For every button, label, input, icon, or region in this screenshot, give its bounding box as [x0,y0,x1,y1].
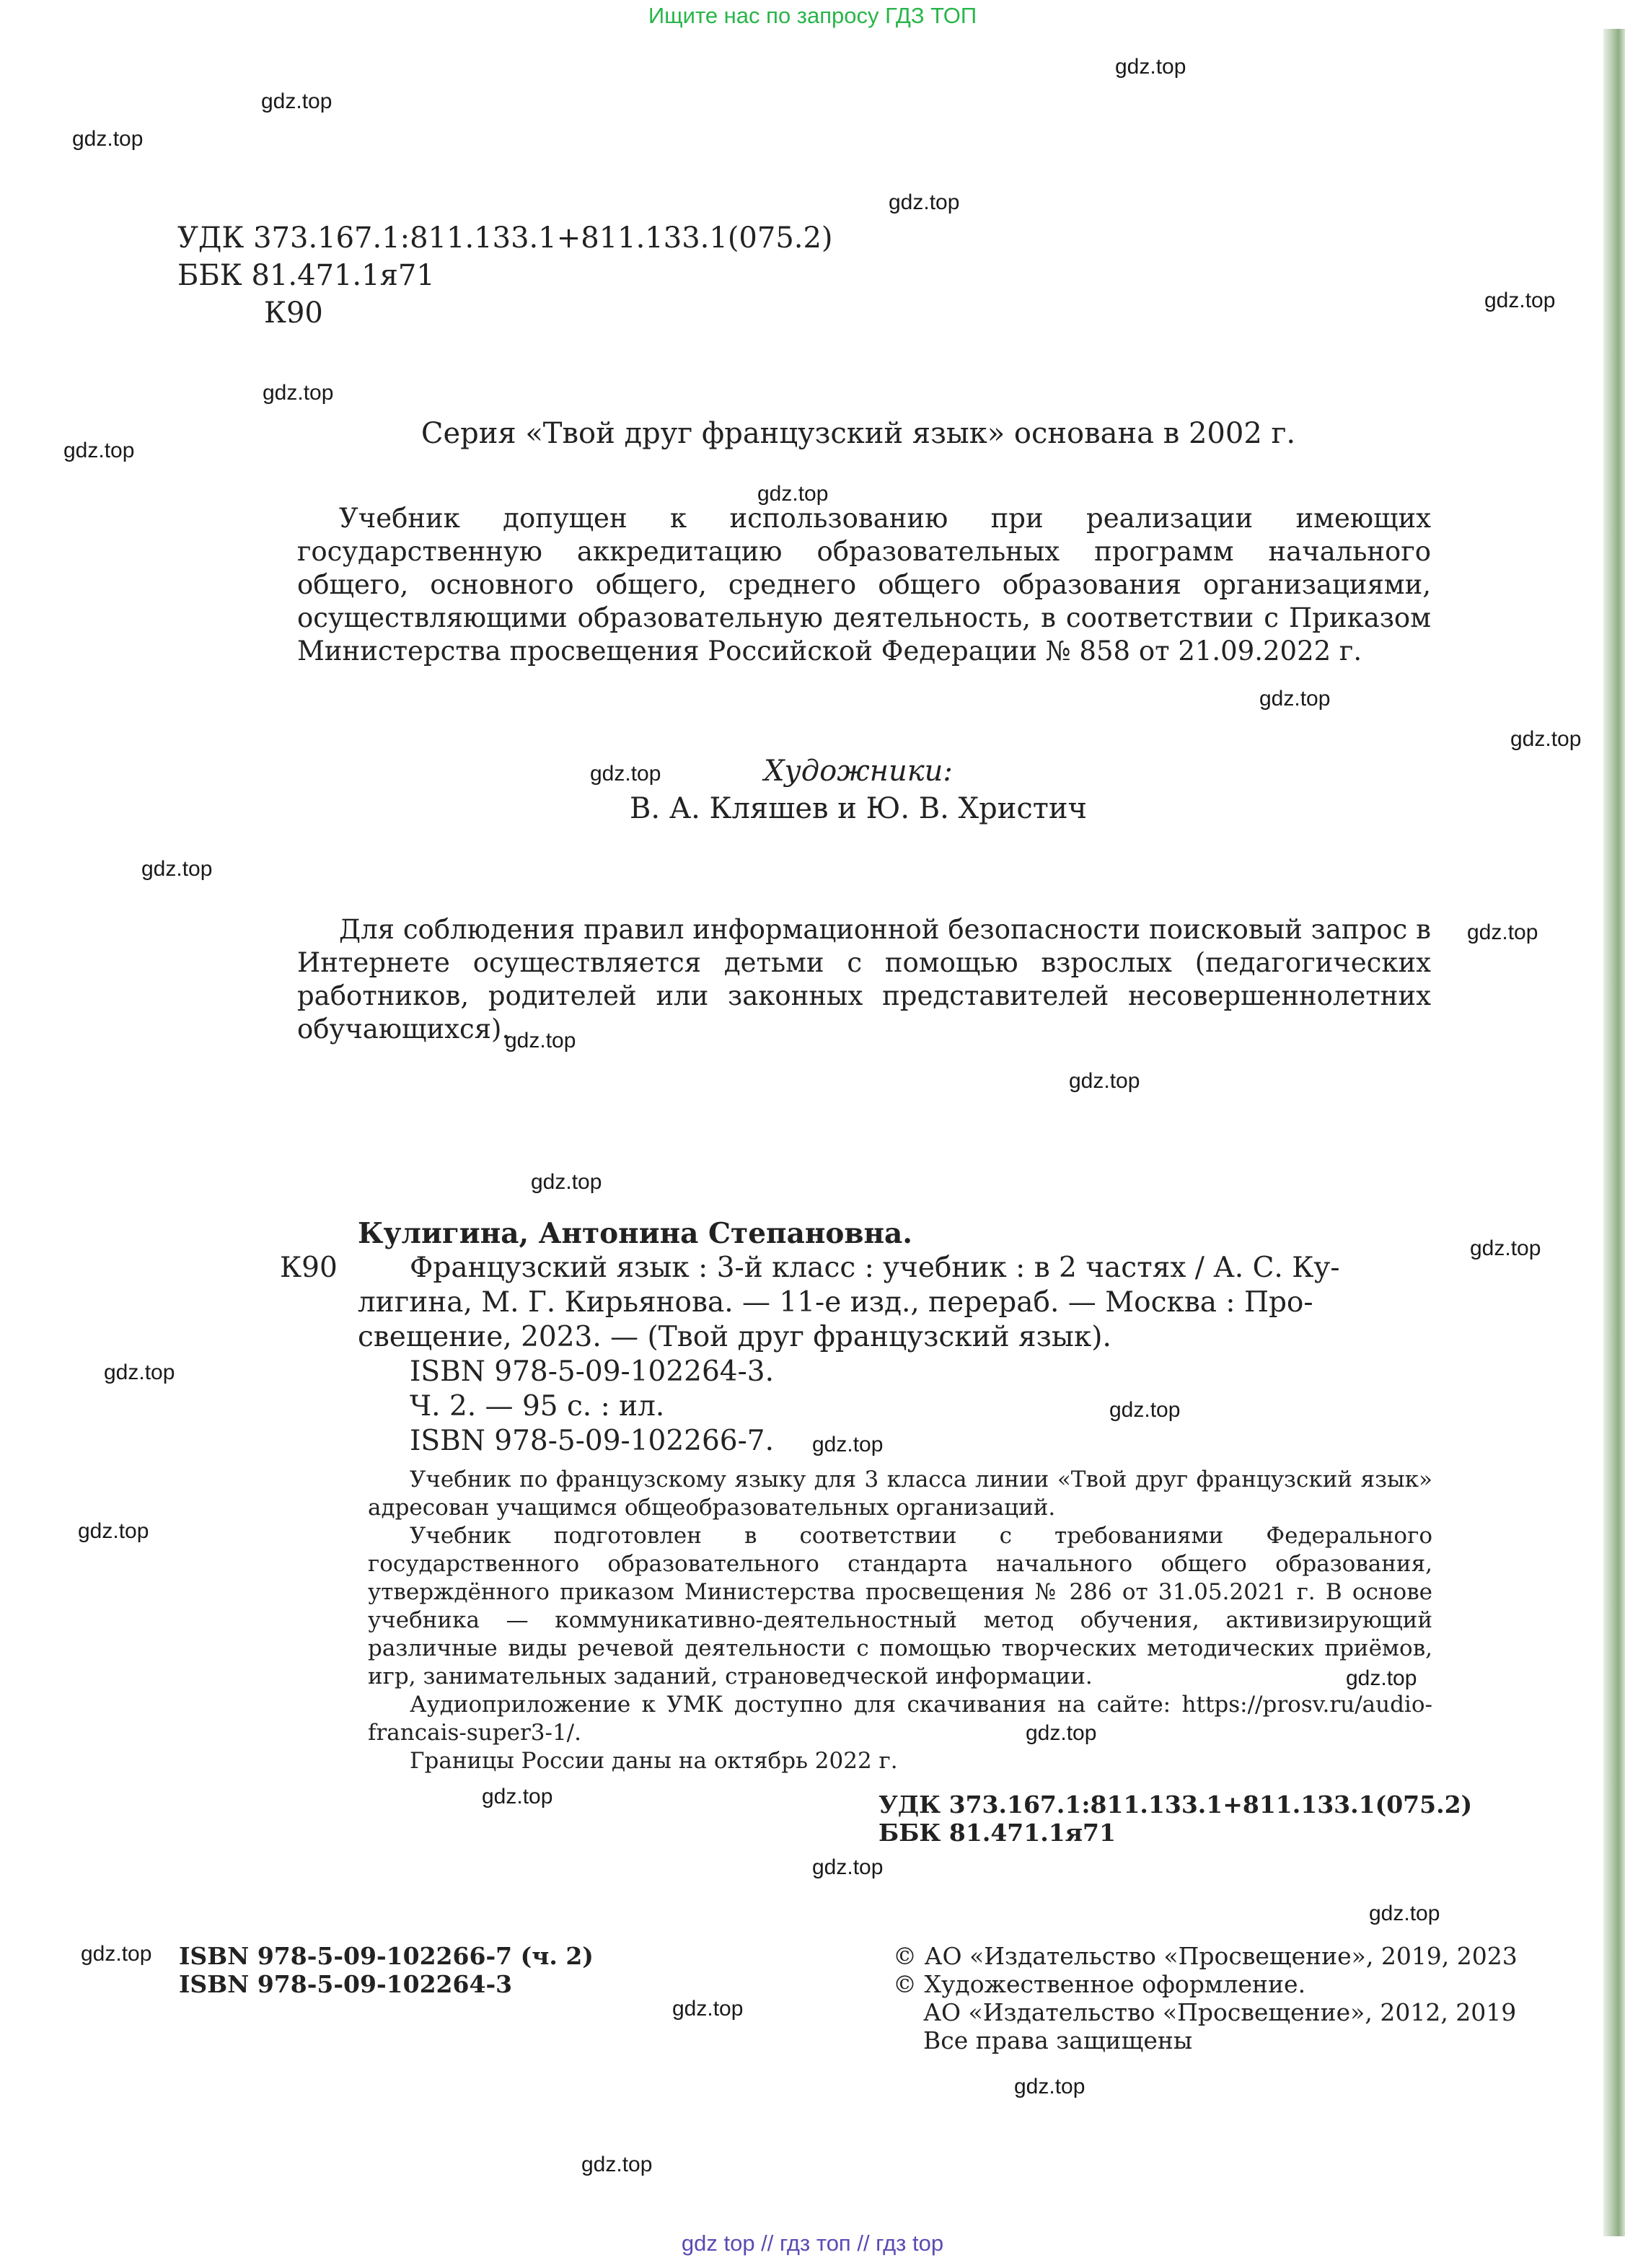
annotation-paragraph: Аудиоприложение к УМК доступно для скачивания на сайте: https://prosv.ru/audio-francais-super3-1/. [368,1692,1432,1746]
udk-bottom: УДК 373.167.1:811.133.1+811.133.1(075.2) [878,1790,1473,1819]
watermark: gdz.top [590,762,661,786]
watermark: gdz.top [505,1029,576,1052]
bib-isbn-1: ISBN 978-5-09-102264-3. [410,1355,774,1388]
bib-author: Кулигина, Антонина Степановна. [358,1217,912,1250]
watermark: gdz.top [757,482,829,506]
approval-paragraph [297,502,1431,668]
watermark: gdz.top [81,1942,152,1966]
copyright-line-3: АО «Издательство «Просвещение», 2012, 2019 [923,1998,1517,2026]
watermark: gdz.top [263,381,334,405]
watermark: gdz.top [1510,727,1582,751]
bib-code: К90 [280,1252,338,1284]
udk-code: УДК 373.167.1:811.133.1+811.133.1(075.2) [177,221,833,255]
artists-names: В. А. Кляшев и Ю. В. Христич [630,792,1087,825]
page-edge-decoration [1603,29,1625,2236]
watermark: gdz.top [141,857,213,881]
author-mark: К90 [264,296,323,330]
approval-text: Учебник допущен к использованию при реализации имеющих государственную аккредитацию образовательных программ начального общего, основного общего, среднего общего образования организациями, осуществляющими образовательную деятельность, в соответствии с Приказом Министерства просвещения Российской Федерации № 858 от 21.09.2022 г. [297,503,1431,667]
safety-text: Для соблюдения правил информационной безопасности поисковый запрос в Интернете осуществляется детьми с помощью взрослых (педагогических работников, родителей или законных представителей несовершеннолетних обучающихся). [297,914,1431,1045]
top-banner-link[interactable]: Ищите нас по запросу ГДЗ ТОП [648,3,977,28]
artists-label: Художники: [764,755,953,788]
footer-links[interactable]: gdz top // гдз топ // гдз top [681,2230,944,2256]
bib-line-3: свещение, 2023. — (Твой друг французский язык). [358,1321,1111,1353]
copyright-line-4: Все права защищены [923,2026,1193,2054]
watermark: gdz.top [482,1785,553,1808]
watermark: gdz.top [581,2153,653,2176]
annotation-paragraph: Учебник подготовлен в соответствии с требованиями Федерального государственного образовательного стандарта начального общего образования, утверждённого приказом Министерства просвещения № 286 от 31.05.2021 г. В основе учебника — коммуникативно-деятельностный метод обучения, активизирующий различные виды речевой деятельности с помощью творческих методических приёмов, игр, занимательных заданий, страноведческой информации. [368,1523,1432,1689]
watermark: gdz.top [812,1433,884,1456]
bib-part: Ч. 2. — 95 с. : ил. [410,1390,665,1423]
watermark: gdz.top [1026,1721,1097,1745]
isbn-part-2: ISBN 978-5-09-102266-7 (ч. 2) [179,1942,594,1970]
watermark: gdz.top [1346,1666,1417,1690]
annotation-paragraph: Учебник по французскому языку для 3 класса линии «Твой друг французский язык» адресован учащимся общеобразовательных организаций. [368,1467,1432,1521]
watermark: gdz.top [78,1519,149,1543]
watermark: gdz.top [889,190,960,214]
bbk-bottom: ББК 81.471.1я71 [878,1819,1116,1847]
watermark: gdz.top [1369,1902,1440,1925]
series-note: Серия «Твой друг французский язык» основана в 2002 г. [420,417,1296,450]
watermark: gdz.top [1069,1069,1140,1093]
bib-line-2: лигина, М. Г. Кирьянова. — 11-е изд., перераб. — Москва : Про- [358,1286,1313,1319]
copyright-line-2: © Художественное оформление. [893,1970,1306,1998]
watermark: gdz.top [1484,289,1556,312]
watermark: gdz.top [672,1997,744,2021]
watermark: gdz.top [1470,1236,1541,1260]
watermark: gdz.top [1467,920,1538,944]
watermark: gdz.top [63,439,135,462]
bib-line-1: Французский язык : 3-й класс : учебник : в 2 частях / А. С. Ку- [410,1252,1340,1284]
safety-paragraph [297,913,1431,1046]
watermark: gdz.top [1014,2075,1085,2098]
watermark: gdz.top [104,1361,175,1384]
bbk-code: ББК 81.471.1я71 [177,259,435,292]
isbn-set: ISBN 978-5-09-102264-3 [179,1970,513,1998]
bib-isbn-2: ISBN 978-5-09-102266-7. [410,1425,774,1457]
annotation-paragraph: Границы России даны на октябрь 2022 г. [410,1748,898,1774]
watermark: gdz.top [1115,55,1186,79]
watermark: gdz.top [1259,687,1331,711]
watermark: gdz.top [1109,1398,1181,1422]
watermark: gdz.top [261,89,333,113]
watermark: gdz.top [531,1170,602,1194]
copyright-line-1: © АО «Издательство «Просвещение», 2019, 2023 [893,1942,1518,1970]
watermark: gdz.top [812,1855,884,1879]
annotation-block [368,1466,1432,1775]
watermark: gdz.top [72,127,144,151]
